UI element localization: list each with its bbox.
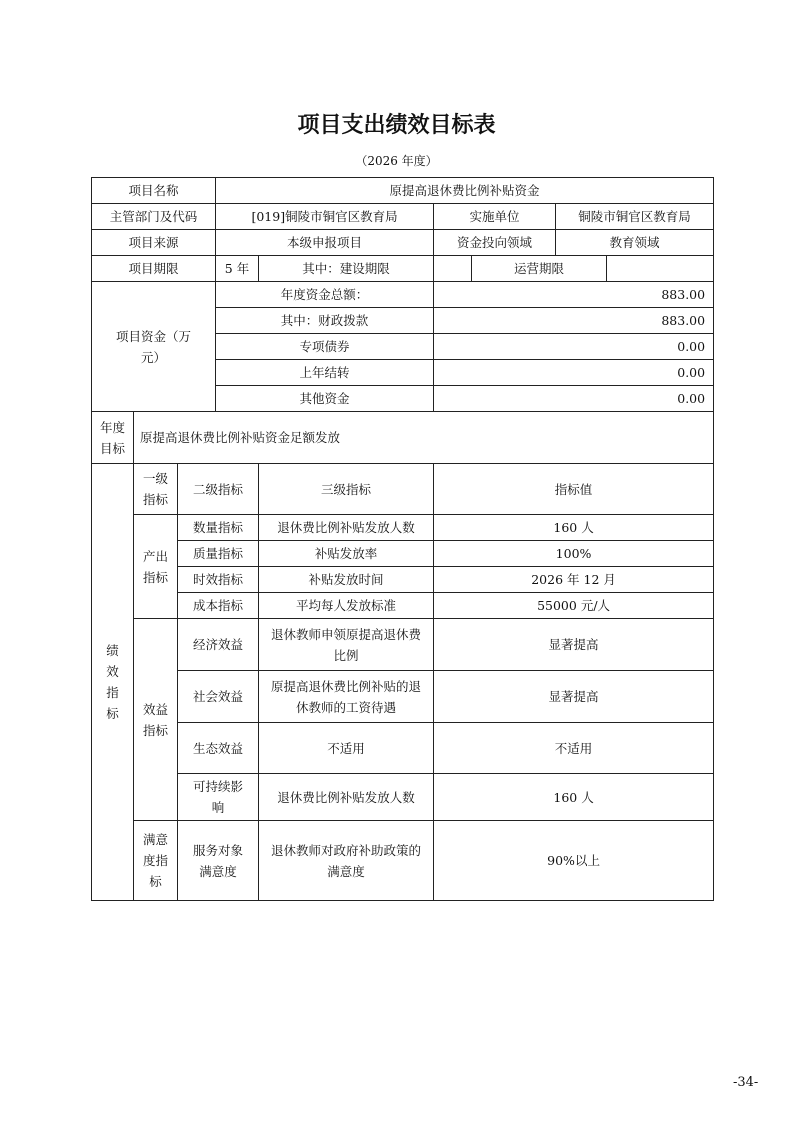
table-row — [92, 671, 714, 723]
l3: 不适用 — [259, 723, 434, 774]
l3: 退休费比例补贴发放人数 — [259, 515, 434, 541]
source-label: 项目来源 — [92, 230, 216, 256]
goal-text: 原提高退休费比例补贴资金足额发放 — [134, 412, 714, 464]
value: 不适用 — [434, 723, 714, 774]
l2: 可持续影响 — [178, 774, 259, 821]
group-satisfaction: 满意度指标 — [134, 821, 178, 901]
table-row — [92, 230, 714, 256]
header-l2: 二级指标 — [178, 464, 259, 515]
page-number: -34- — [733, 1075, 759, 1090]
table-row — [92, 412, 714, 464]
fund-value: 0.00 — [434, 334, 714, 360]
field-label: 资金投向领域 — [434, 230, 556, 256]
l3: 退休教师申领原提高退休费比例 — [259, 619, 434, 671]
fund-value: 883.00 — [434, 308, 714, 334]
l2: 时效指标 — [178, 567, 259, 593]
l3: 补贴发放率 — [259, 541, 434, 567]
value: 160 人 — [434, 774, 714, 821]
operate-label: 运营期限 — [472, 256, 607, 282]
value: 显著提高 — [434, 619, 714, 671]
dept-label: 主管部门及代码 — [92, 204, 216, 230]
table-row — [92, 178, 714, 204]
fund-name: 其中：财政拨款 — [216, 308, 434, 334]
l2: 成本指标 — [178, 593, 259, 619]
l2: 质量指标 — [178, 541, 259, 567]
l3: 平均每人发放标准 — [259, 593, 434, 619]
project-name-label: 项目名称 — [92, 178, 216, 204]
l3: 退休教师对政府补助政策的满意度 — [259, 821, 434, 901]
group-output: 产出指标 — [134, 515, 178, 619]
table-row — [92, 821, 714, 901]
l3: 补贴发放时间 — [259, 567, 434, 593]
perf-label: 绩效指标 — [92, 464, 134, 901]
value: 160 人 — [434, 515, 714, 541]
value: 90%以上 — [434, 821, 714, 901]
table-row — [92, 515, 714, 541]
table-row — [92, 774, 714, 821]
table-row — [92, 567, 714, 593]
header-l1: 一级指标 — [134, 464, 178, 515]
performance-target-table — [91, 177, 714, 901]
fund-value: 0.00 — [434, 386, 714, 412]
project-name: 原提高退休费比例补贴资金 — [216, 178, 714, 204]
build-value — [434, 256, 472, 282]
fund-name: 专项债券 — [216, 334, 434, 360]
fund-value: 883.00 — [434, 282, 714, 308]
fund-name: 上年结转 — [216, 360, 434, 386]
table-row — [92, 619, 714, 671]
header-value: 指标值 — [434, 464, 714, 515]
value: 55000 元/人 — [434, 593, 714, 619]
l2: 经济效益 — [178, 619, 259, 671]
l2: 服务对象满意度 — [178, 821, 259, 901]
funds-label — [92, 282, 216, 412]
build-label: 其中：建设期限 — [259, 256, 434, 282]
header-l3: 三级指标 — [259, 464, 434, 515]
table-row — [92, 464, 714, 515]
field-value: 教育领域 — [556, 230, 714, 256]
l2: 生态效益 — [178, 723, 259, 774]
table-row — [92, 723, 714, 774]
impl-value: 铜陵市铜官区教育局 — [556, 204, 714, 230]
year-subtitle: （2026 年度） — [355, 154, 438, 168]
l3: 原提高退休费比例补贴的退休教师的工资待遇 — [259, 671, 434, 723]
value: 2026 年 12 月 — [434, 567, 714, 593]
fund-value: 0.00 — [434, 360, 714, 386]
dept-value: [019]铜陵市铜官区教育局 — [216, 204, 434, 230]
table-row — [92, 282, 714, 308]
l2: 社会效益 — [178, 671, 259, 723]
fund-name: 年度资金总额： — [216, 282, 434, 308]
period-value: 5 年 — [216, 256, 259, 282]
goal-label: 年度目标 — [92, 412, 134, 464]
period-label: 项目期限 — [92, 256, 216, 282]
group-benefit: 效益指标 — [134, 619, 178, 821]
source-value: 本级申报项目 — [216, 230, 434, 256]
table-row — [92, 541, 714, 567]
table-row — [92, 204, 714, 230]
page-title: 项目支出绩效目标表 — [297, 113, 496, 138]
impl-label: 实施单位 — [434, 204, 556, 230]
fund-name: 其他资金 — [216, 386, 434, 412]
funds-label-text: 项目资金（万元） — [116, 328, 192, 365]
table-row — [92, 256, 714, 282]
value: 显著提高 — [434, 671, 714, 723]
l2: 数量指标 — [178, 515, 259, 541]
operate-value — [607, 256, 714, 282]
value: 100% — [434, 541, 714, 567]
l3: 退休费比例补贴发放人数 — [259, 774, 434, 821]
table-row — [92, 593, 714, 619]
